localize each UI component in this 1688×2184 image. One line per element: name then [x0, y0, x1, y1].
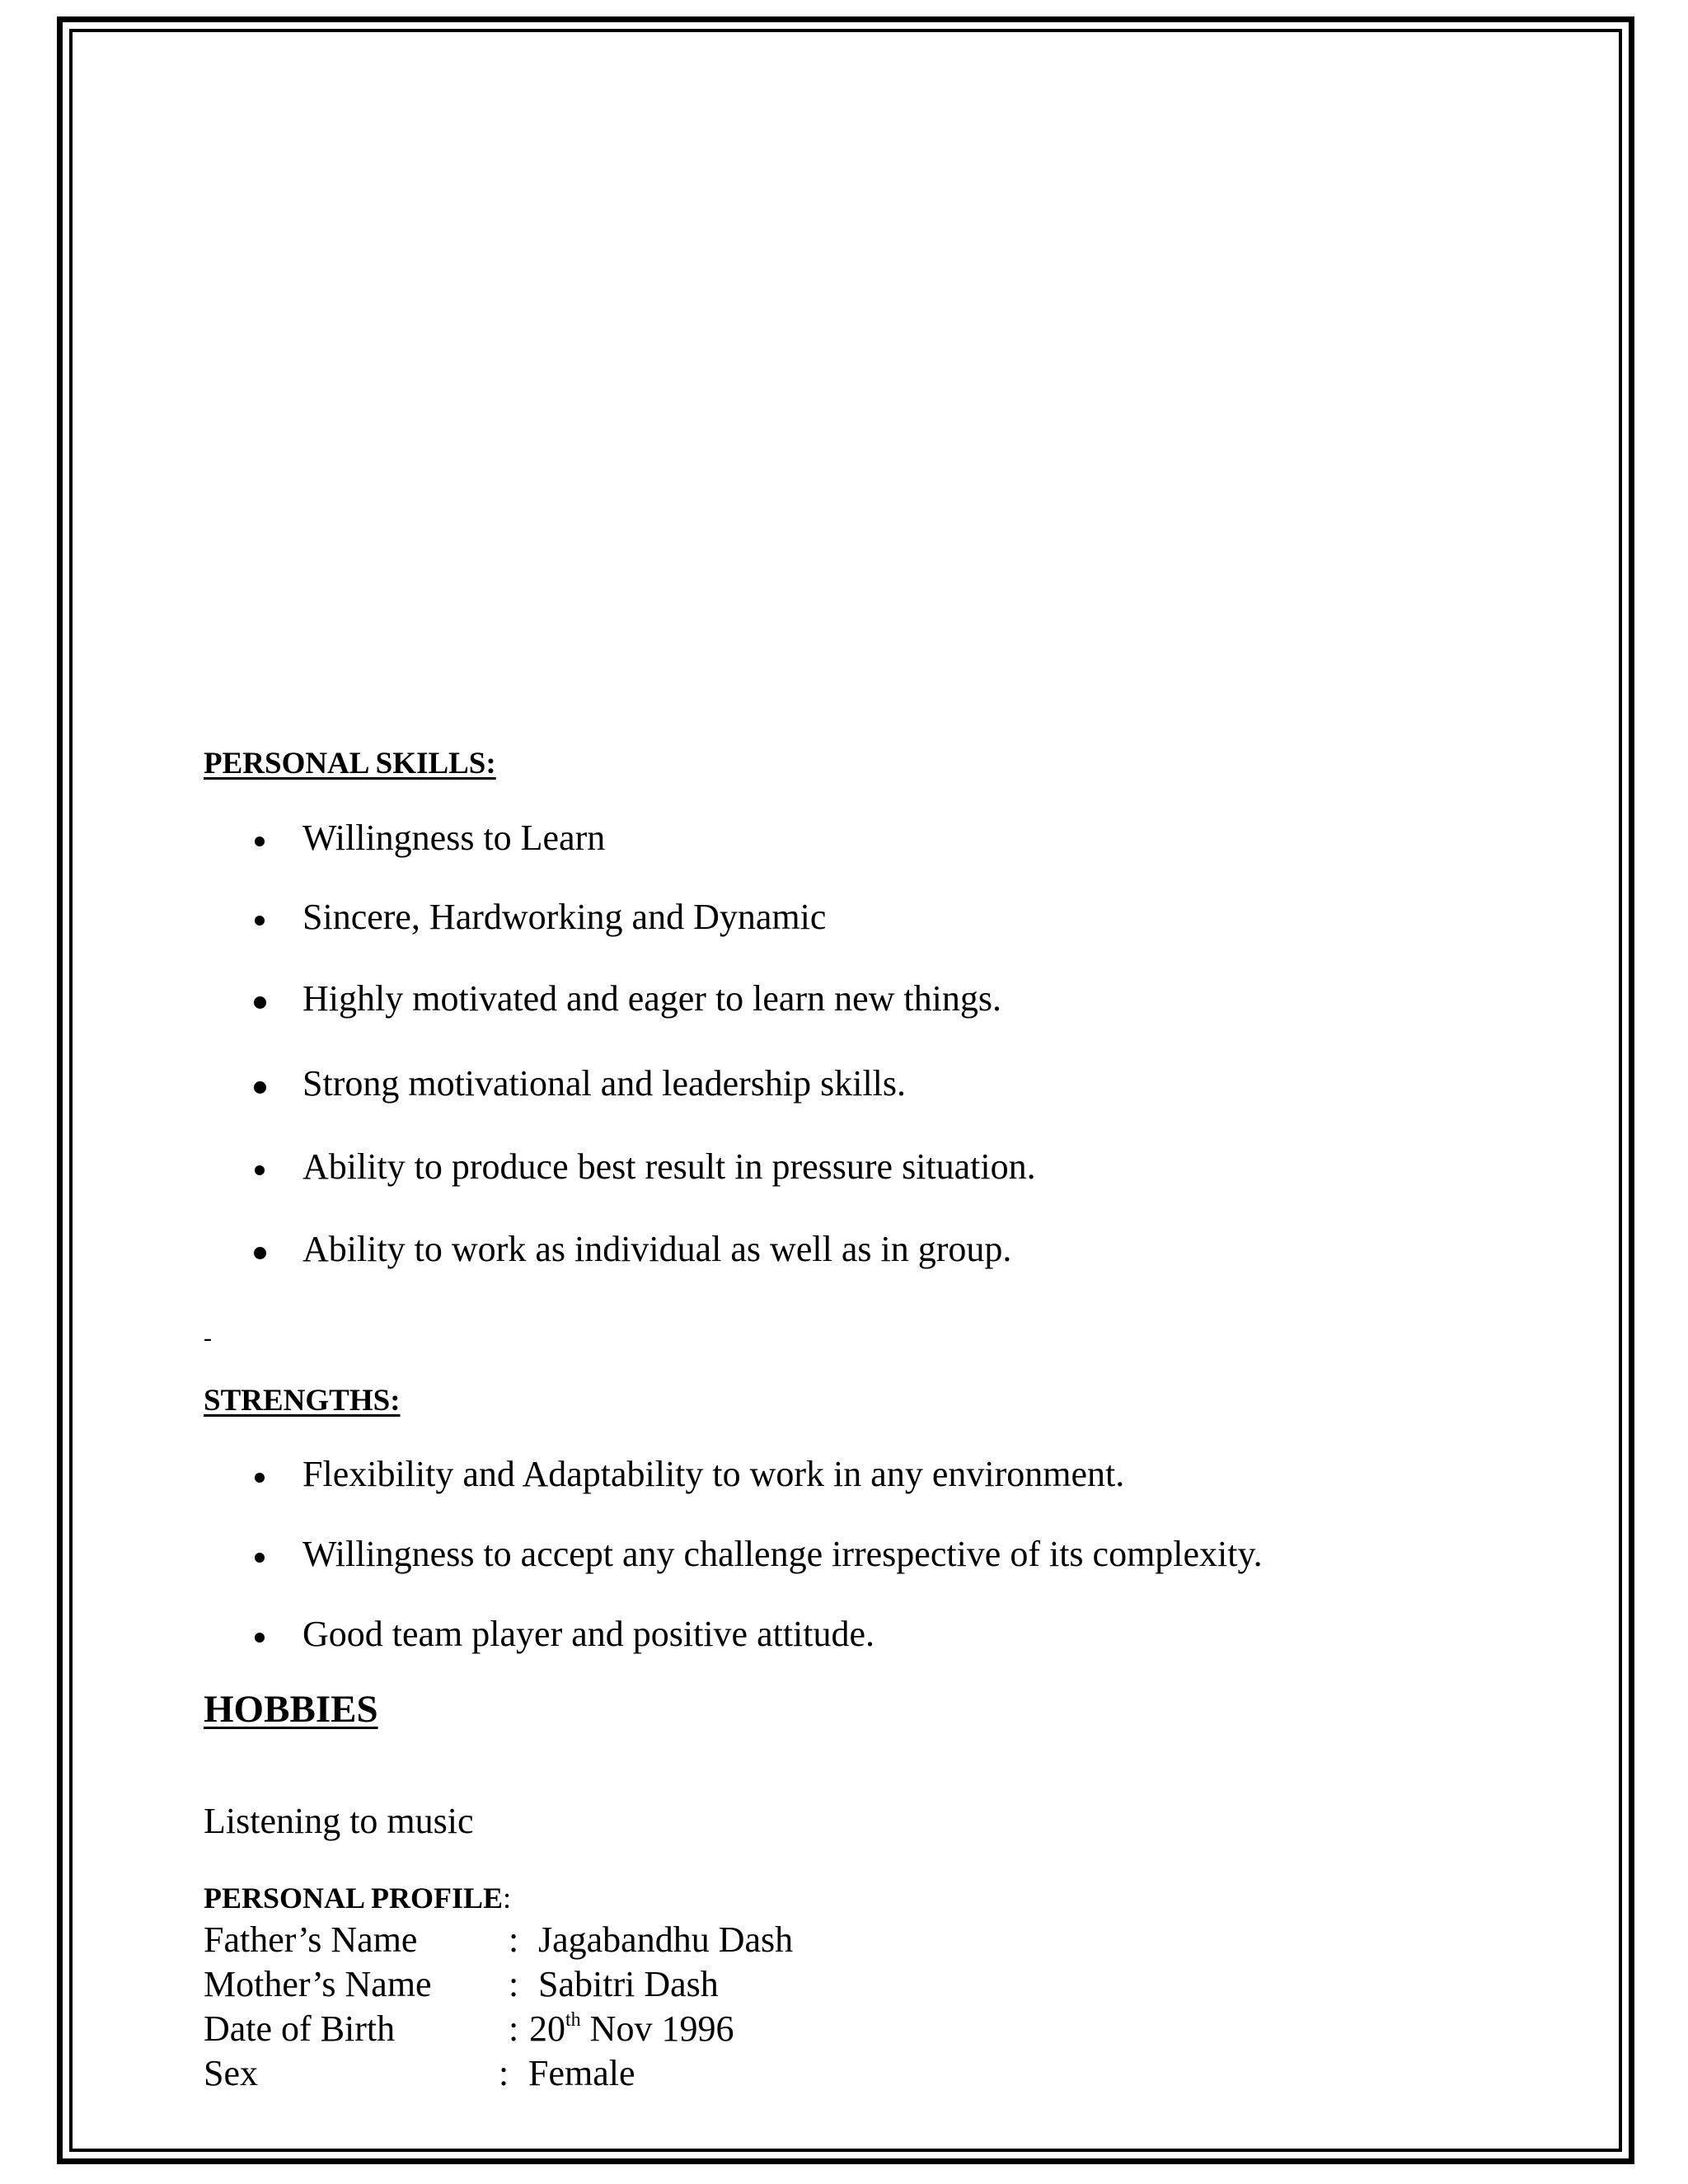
bullet-icon	[255, 1473, 265, 1483]
dob-month-year: Nov 1996	[580, 2008, 734, 2049]
profile-value: Jagabandhu Dash	[538, 1919, 794, 1960]
list-item-text: Highly motivated and eager to learn new things.	[302, 978, 1001, 1019]
bullet-icon	[255, 837, 265, 846]
dob-day-suffix: th	[565, 2009, 581, 2031]
strengths-heading: STRENGTHS:	[204, 1384, 401, 1418]
bullet-icon	[255, 1165, 265, 1175]
profile-colon: :	[509, 1919, 519, 1960]
profile-value: Sabitri Dash	[538, 1964, 719, 2004]
list-item-text: Willingness to Learn	[302, 818, 606, 858]
hobbies-text: Listening to music	[204, 1801, 474, 1841]
list-item-text: Good team player and positive attitude.	[302, 1614, 875, 1654]
profile-value	[529, 2008, 734, 2050]
list-item-text: Strong motivational and leadership skills.	[302, 1063, 907, 1104]
bullet-icon	[254, 1247, 266, 1259]
bullet-icon	[255, 1633, 265, 1643]
bullet-icon	[254, 1081, 266, 1094]
bullet-icon	[254, 996, 266, 1009]
dob-day: 20	[529, 2008, 565, 2049]
personal-profile-heading-text: PERSONAL PROFILE	[204, 1882, 504, 1915]
profile-value: Female	[528, 2053, 635, 2093]
list-item-text: Willingness to accept any challenge irrespective of its complexity.	[302, 1534, 1263, 1574]
list-item-text: Ability to produce best result in pressure situation.	[302, 1146, 1036, 1187]
profile-colon: :	[499, 2053, 509, 2093]
profile-label: Sex	[204, 2053, 258, 2093]
personal-profile-heading	[204, 1881, 511, 1915]
list-item-text: Sincere, Hardworking and Dynamic	[302, 897, 827, 937]
personal-profile-heading-colon: :	[503, 1882, 512, 1915]
bullet-icon	[255, 1553, 265, 1563]
profile-label: Mother’s Name	[204, 1964, 432, 2004]
profile-label: Date of Birth	[204, 2008, 396, 2049]
list-item-text: Flexibility and Adaptability to work in any environment.	[302, 1454, 1125, 1494]
profile-label: Father’s Name	[204, 1919, 418, 1960]
resume-page-content	[204, 0, 1564, 2184]
list-item-text: Ability to work as individual as well as in group.	[302, 1229, 1012, 1269]
separator-dash: -	[204, 1324, 212, 1352]
bullet-icon	[255, 916, 265, 926]
profile-colon: :	[509, 1964, 519, 2004]
personal-skills-heading: PERSONAL SKILLS:	[204, 747, 496, 780]
profile-colon: :	[509, 2008, 519, 2049]
hobbies-heading: HOBBIES	[204, 1688, 378, 1731]
